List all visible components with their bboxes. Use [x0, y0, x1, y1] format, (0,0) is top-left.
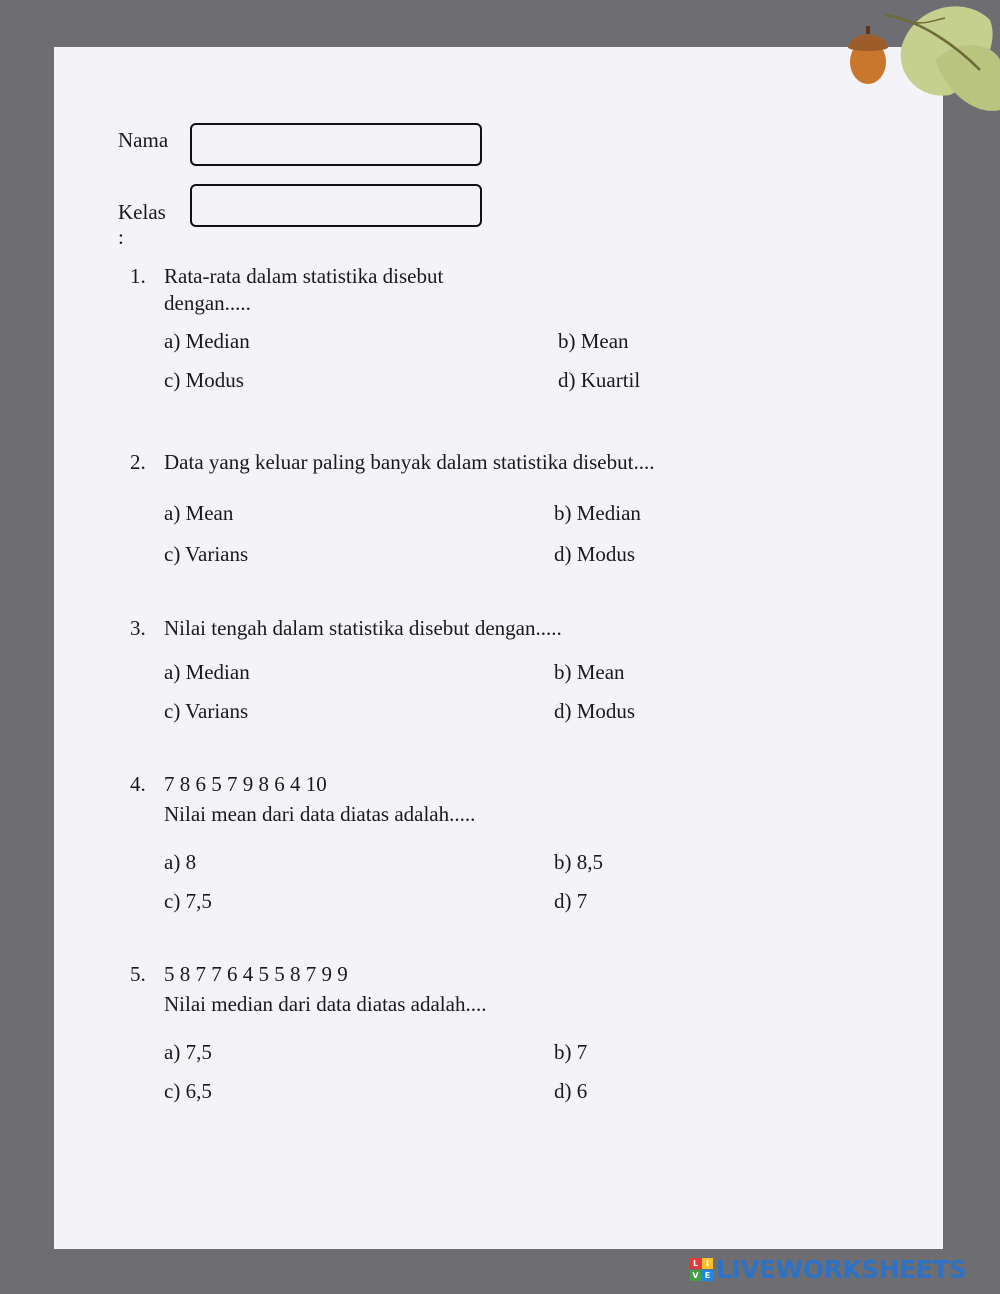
option-1c[interactable]: c) Modus: [164, 368, 244, 392]
option-3c[interactable]: c) Varians: [164, 699, 249, 723]
question-text: dengan.....: [164, 291, 251, 315]
logo-letter: L: [690, 1258, 701, 1269]
question-text: Data yang keluar paling banyak dalam statistika disebut....: [164, 450, 655, 474]
question-number: 3.: [130, 616, 146, 640]
question-text: Rata-rata dalam statistika disebut: [164, 264, 444, 288]
option-1b[interactable]: b) Mean: [558, 329, 629, 353]
nama-input[interactable]: [190, 123, 482, 166]
option-4a[interactable]: a) 8: [164, 850, 197, 874]
option-4d[interactable]: d) 7: [554, 889, 588, 913]
option-2b[interactable]: b) Median: [554, 501, 641, 525]
worksheet-page: [54, 47, 943, 1249]
option-3b[interactable]: b) Mean: [554, 660, 625, 684]
option-3a[interactable]: a) Median: [164, 660, 250, 684]
option-2d[interactable]: d) Modus: [554, 542, 636, 566]
logo-grid-icon: [690, 1258, 713, 1281]
option-1a[interactable]: a) Median: [164, 329, 250, 353]
option-5a[interactable]: a) 7,5: [164, 1040, 212, 1064]
option-3d[interactable]: d) Modus: [554, 699, 636, 723]
brand-name: LIVEWORKSHEETS: [716, 1254, 967, 1284]
question-number: 4.: [130, 772, 146, 796]
option-1d[interactable]: d) Kuartil: [558, 368, 641, 392]
option-5b[interactable]: b) 7: [554, 1040, 588, 1064]
kelas-label: Kelas :: [118, 200, 166, 249]
question-text: Nilai median dari data diatas adalah....: [164, 992, 487, 1016]
option-5d[interactable]: d) 6: [554, 1079, 588, 1103]
option-4c[interactable]: c) 7,5: [164, 889, 212, 913]
acorn-leaf-decoration: [840, 0, 1000, 120]
option-4b[interactable]: b) 8,5: [554, 850, 603, 874]
nama-label: Nama: [118, 128, 169, 152]
logo-letter: E: [702, 1270, 713, 1281]
option-2c[interactable]: c) Varians: [164, 542, 249, 566]
option-5c[interactable]: c) 6,5: [164, 1079, 212, 1103]
question-text: Nilai mean dari data diatas adalah.....: [164, 802, 476, 826]
logo-letter: V: [690, 1270, 701, 1281]
question-number: 2.: [130, 450, 146, 474]
question-data: 7 8 6 5 7 9 8 6 4 10: [164, 772, 327, 796]
question-data: 5 8 7 7 6 4 5 5 8 7 9 9: [164, 962, 348, 986]
option-2a[interactable]: a) Mean: [164, 501, 234, 525]
logo-letter: I: [702, 1258, 713, 1269]
question-number: 5.: [130, 962, 146, 986]
question-number: 1.: [130, 264, 146, 288]
liveworksheets-logo[interactable]: [690, 1254, 966, 1284]
question-text: Nilai tengah dalam statistika disebut dengan.....: [164, 616, 562, 640]
kelas-input[interactable]: [190, 184, 482, 227]
